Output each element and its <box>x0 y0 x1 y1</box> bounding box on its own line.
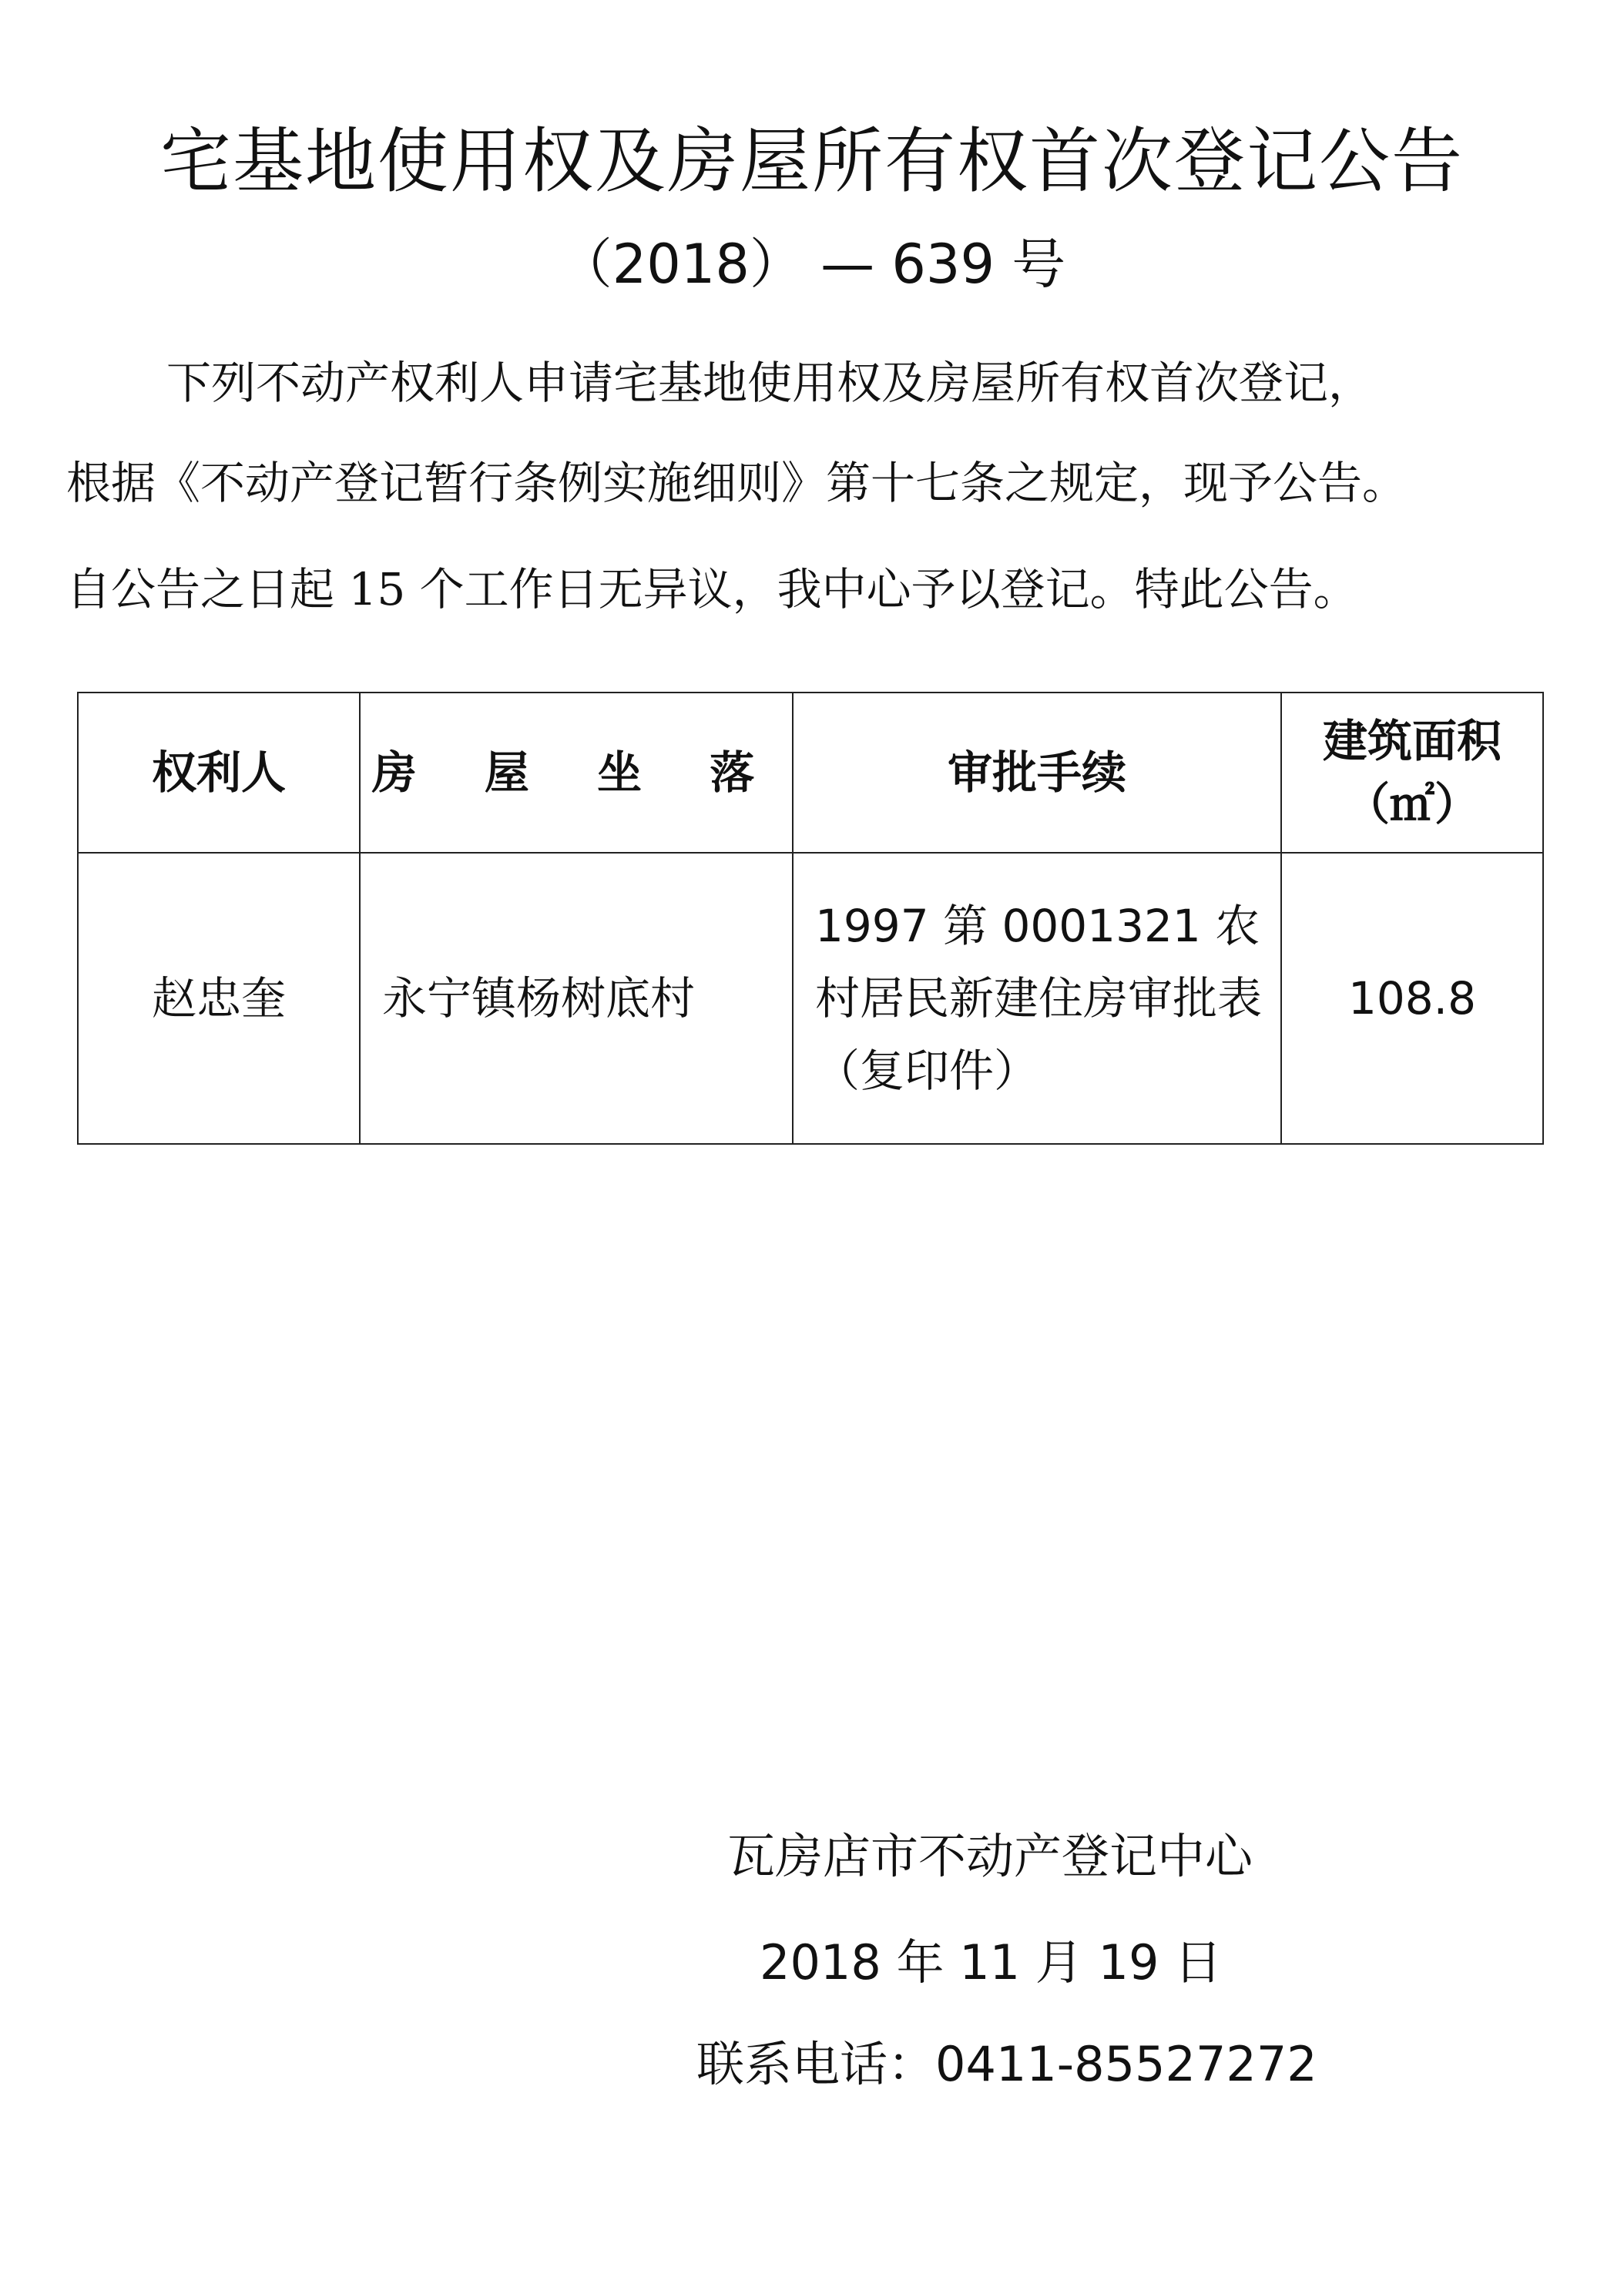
cell-owner: 赵忠奎 <box>78 853 360 1144</box>
notice-paragraph-line-2 <box>66 447 1576 511</box>
issuing-organization: 瓦房店市不动产登记中心 <box>727 1828 1253 1884</box>
contact-phone: 联系电话：0411-85527272 <box>696 2036 1317 2092</box>
header-approval: 审批手续 <box>793 693 1281 853</box>
notice-title: 宅基地使用权及房屋所有权首次登记公告 <box>159 120 1464 203</box>
issue-date: 2018 年 11 月 19 日 <box>760 1934 1223 1991</box>
paragraph-text-2: 根据《不动产登记暂行条例实施细则》第十七条之规定，现予公告。 <box>66 457 1408 509</box>
paragraph-text-3: 自公告之日起 15 个工作日无异议，我中心予以登记。特此公告。 <box>66 563 1358 615</box>
header-area-label: 建筑面积 <box>1322 715 1502 767</box>
notice-paragraph-line-1 <box>63 347 1573 411</box>
cell-approval: 1997 第 0001321 农村居民新建住房审批表（复印件） <box>793 853 1281 1144</box>
cell-area: 108.8 <box>1281 853 1543 1144</box>
paragraph-text-1: 下列不动产权利人申请宅基地使用权及房屋所有权首次登记， <box>166 357 1374 409</box>
registration-table <box>77 692 1544 1145</box>
document-number: （2018） — 639 号 <box>558 233 1066 296</box>
table-row <box>78 853 1543 1144</box>
header-location: 房 屋 坐 落 <box>360 693 793 853</box>
header-owner: 权利人 <box>78 693 360 853</box>
table-header-row <box>78 693 1543 853</box>
header-area-unit: （㎡） <box>1344 778 1479 830</box>
notice-paragraph-line-3 <box>66 553 1576 618</box>
cell-location: 永宁镇杨树底村 <box>360 853 793 1144</box>
header-area <box>1281 693 1543 853</box>
